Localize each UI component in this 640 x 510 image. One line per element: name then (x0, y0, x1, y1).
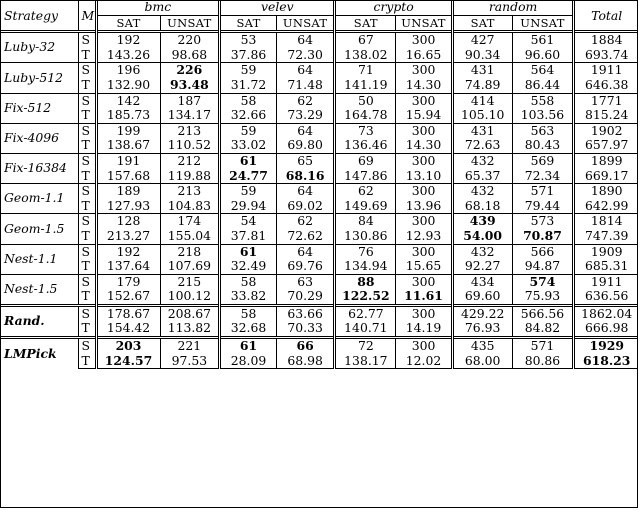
table-cell: 154.42 (96, 321, 160, 337)
table-cell: 86.44 (512, 78, 574, 93)
table-cell: 70.29 (276, 289, 335, 305)
row-flag: S (79, 93, 96, 108)
table-cell: 93.48 (160, 78, 220, 93)
header-total: Total (574, 0, 638, 32)
table-cell: 300 (396, 184, 453, 199)
table-cell: 32.66 (220, 108, 277, 123)
header-group-crypto: crypto (335, 0, 452, 15)
table-cell: 72 (335, 338, 396, 354)
table-cell: 1884 (574, 32, 638, 48)
table-cell: 185.73 (96, 108, 160, 123)
table-cell: 72.63 (452, 138, 512, 153)
table-cell: 72.34 (512, 169, 574, 184)
table-cell: 1902 (574, 123, 638, 138)
table-cell: 155.04 (160, 229, 220, 244)
table-cell: 174 (160, 214, 220, 229)
table-cell: 1899 (574, 153, 638, 168)
table-cell: 119.88 (160, 169, 220, 184)
table-cell: 64 (276, 184, 335, 199)
table-cell: 147.86 (335, 169, 396, 184)
table-cell: 79.44 (512, 199, 574, 214)
table-cell: 70.33 (276, 321, 335, 337)
header-sat: SAT (96, 15, 160, 32)
row-flag: S (79, 244, 96, 259)
table-row (0, 274, 638, 289)
table-cell: 563 (512, 123, 574, 138)
table-cell: 62 (276, 93, 335, 108)
table-cell: 221 (160, 338, 220, 354)
table-cell: 431 (452, 123, 512, 138)
table-cell: 84 (335, 214, 396, 229)
table-row (0, 199, 638, 214)
row-flag: T (79, 289, 96, 305)
table-row (0, 229, 638, 244)
table-cell: 669.17 (574, 169, 638, 184)
table-cell: 37.86 (220, 48, 277, 63)
table-cell: 199 (96, 123, 160, 138)
table-row (0, 338, 638, 354)
table-cell: 63 (276, 274, 335, 289)
table-cell: 88 (335, 274, 396, 289)
table-cell: 68.18 (452, 199, 512, 214)
table-cell: 11.61 (396, 289, 453, 305)
table-cell: 64 (276, 123, 335, 138)
table-cell: 693.74 (574, 48, 638, 63)
table-cell: 300 (396, 338, 453, 354)
strategy-name: Luby-512 (0, 63, 79, 93)
table-row (0, 78, 638, 93)
table-cell: 75.93 (512, 289, 574, 305)
table-cell: 58 (220, 305, 277, 321)
table-cell: 414 (452, 93, 512, 108)
table-cell: 141.19 (335, 78, 396, 93)
table-row (0, 184, 638, 199)
table-cell: 69.60 (452, 289, 512, 305)
table-cell: 69.02 (276, 199, 335, 214)
table-cell: 68.98 (276, 354, 335, 369)
table-cell: 566.56 (512, 305, 574, 321)
table-cell: 138.02 (335, 48, 396, 63)
header-sat: SAT (335, 15, 396, 32)
table-row (0, 259, 638, 274)
table-cell: 68.00 (452, 354, 512, 369)
table-cell: 566 (512, 244, 574, 259)
table-cell: 59 (220, 184, 277, 199)
table-cell: 69 (335, 153, 396, 168)
header-sat: SAT (452, 15, 512, 32)
table-cell: 127.93 (96, 199, 160, 214)
table-row (0, 123, 638, 138)
table-cell: 1911 (574, 274, 638, 289)
table-cell: 62 (276, 214, 335, 229)
table-cell: 64 (276, 32, 335, 48)
table-cell: 685.31 (574, 259, 638, 274)
table-cell: 1909 (574, 244, 638, 259)
table-cell: 73.29 (276, 108, 335, 123)
table-cell: 14.30 (396, 138, 453, 153)
table-cell: 218 (160, 244, 220, 259)
table-cell: 558 (512, 93, 574, 108)
table-cell: 439 (452, 214, 512, 229)
table-cell: 128 (96, 214, 160, 229)
header-group-bmc: bmc (96, 0, 220, 15)
table-cell: 33.82 (220, 289, 277, 305)
table-cell: 137.64 (96, 259, 160, 274)
table-cell: 61 (220, 244, 277, 259)
table-cell: 657.97 (574, 138, 638, 153)
table-cell: 196 (96, 63, 160, 78)
table-cell: 215 (160, 274, 220, 289)
table-cell: 70.87 (512, 229, 574, 244)
table-cell: 96.60 (512, 48, 574, 63)
table-row (0, 244, 638, 259)
row-flag: T (79, 78, 96, 93)
table-cell: 300 (396, 305, 453, 321)
table-cell: 815.24 (574, 108, 638, 123)
table-cell: 189 (96, 184, 160, 199)
row-flag: S (79, 274, 96, 289)
table-cell: 64 (276, 63, 335, 78)
table-cell: 54 (220, 214, 277, 229)
table-row (0, 93, 638, 108)
table-cell: 300 (396, 153, 453, 168)
table-cell: 432 (452, 184, 512, 199)
table-cell: 192 (96, 32, 160, 48)
strategy-name: Fix-4096 (0, 123, 79, 153)
header-unsat: UNSAT (276, 15, 335, 32)
table-cell: 1890 (574, 184, 638, 199)
table-row (0, 214, 638, 229)
row-flag: S (79, 153, 96, 168)
table-cell: 666.98 (574, 321, 638, 337)
table-cell: 1814 (574, 214, 638, 229)
table-cell: 138.67 (96, 138, 160, 153)
header-strategy: Strategy (4, 7, 59, 23)
row-flag: T (79, 48, 96, 63)
table-cell: 66 (276, 338, 335, 354)
table-cell: 14.19 (396, 321, 453, 337)
row-flag: T (79, 354, 96, 369)
row-flag: S (79, 32, 96, 48)
table-cell: 100.12 (160, 289, 220, 305)
table-cell: 103.56 (512, 108, 574, 123)
row-flag: S (79, 184, 96, 199)
table-cell: 300 (396, 214, 453, 229)
table-cell: 164.78 (335, 108, 396, 123)
table-cell: 642.99 (574, 199, 638, 214)
table-cell: 138.17 (335, 354, 396, 369)
table-cell: 646.38 (574, 78, 638, 93)
table-cell: 226 (160, 63, 220, 78)
table-cell: 130.86 (335, 229, 396, 244)
table-row (0, 169, 638, 184)
table-cell: 113.82 (160, 321, 220, 337)
table-cell: 427 (452, 32, 512, 48)
table-cell: 80.43 (512, 138, 574, 153)
table-cell: 62.77 (335, 305, 396, 321)
table-cell: 12.02 (396, 354, 453, 369)
table-cell: 124.57 (96, 354, 160, 369)
table-cell: 92.27 (452, 259, 512, 274)
table-cell: 72.30 (276, 48, 335, 63)
table-row (0, 63, 638, 78)
table-cell: 32.49 (220, 259, 277, 274)
table-cell: 143.26 (96, 48, 160, 63)
row-flag: S (79, 63, 96, 78)
table-cell: 76 (335, 244, 396, 259)
table-cell: 53 (220, 32, 277, 48)
table-cell: 31.72 (220, 78, 277, 93)
table-cell: 203 (96, 338, 160, 354)
header-m-label: M (81, 7, 95, 23)
row-flag: S (79, 214, 96, 229)
row-flag: T (79, 199, 96, 214)
table-cell: 68.16 (276, 169, 335, 184)
strategy-name: Nest-1.5 (0, 274, 79, 305)
table-cell: 140.71 (335, 321, 396, 337)
table-cell: 63.66 (276, 305, 335, 321)
table-cell: 142 (96, 93, 160, 108)
table-cell: 37.81 (220, 229, 277, 244)
row-flag: T (79, 259, 96, 274)
table-cell: 157.68 (96, 169, 160, 184)
table-cell: 573 (512, 214, 574, 229)
table-cell: 71 (335, 63, 396, 78)
table-cell: 50 (335, 93, 396, 108)
row-flag: T (79, 138, 96, 153)
row-flag: T (79, 169, 96, 184)
header-unsat: UNSAT (512, 15, 574, 32)
table-cell: 132.90 (96, 78, 160, 93)
table-cell: 187 (160, 93, 220, 108)
table-cell: 300 (396, 123, 453, 138)
table-cell: 14.30 (396, 78, 453, 93)
table-cell: 58 (220, 274, 277, 289)
table-cell: 134.17 (160, 108, 220, 123)
header-m (79, 0, 96, 32)
table-cell: 12.93 (396, 229, 453, 244)
table-cell: 300 (396, 93, 453, 108)
table-cell: 98.68 (160, 48, 220, 63)
table-cell: 122.52 (335, 289, 396, 305)
table-cell: 59 (220, 63, 277, 78)
header-group-random: random (452, 0, 574, 15)
strategy-name: Luby-32 (0, 32, 79, 63)
table-cell: 28.09 (220, 354, 277, 369)
row-flag: S (79, 123, 96, 138)
table-cell: 434 (452, 274, 512, 289)
table-cell: 62 (335, 184, 396, 199)
table-cell: 105.10 (452, 108, 512, 123)
table-cell: 13.10 (396, 169, 453, 184)
table-cell: 58 (220, 93, 277, 108)
table-cell: 149.69 (335, 199, 396, 214)
table-cell: 65.37 (452, 169, 512, 184)
header-group-velev: velev (220, 0, 335, 15)
table-cell: 1771 (574, 93, 638, 108)
table-cell: 213.27 (96, 229, 160, 244)
table-cell: 94.87 (512, 259, 574, 274)
table-cell: 74.89 (452, 78, 512, 93)
table-cell: 65 (276, 153, 335, 168)
table-cell: 90.34 (452, 48, 512, 63)
table-cell: 561 (512, 32, 574, 48)
table-cell: 67 (335, 32, 396, 48)
table-cell: 432 (452, 244, 512, 259)
table-row (0, 108, 638, 123)
table-cell: 80.86 (512, 354, 574, 369)
table-cell: 69.76 (276, 259, 335, 274)
table-cell: 15.94 (396, 108, 453, 123)
table-cell: 574 (512, 274, 574, 289)
table-cell: 1929 (574, 338, 638, 354)
table-cell: 84.82 (512, 321, 574, 337)
table-cell: 300 (396, 63, 453, 78)
table-row (0, 32, 638, 48)
table-cell: 300 (396, 32, 453, 48)
table-cell: 564 (512, 63, 574, 78)
table-cell: 54.00 (452, 229, 512, 244)
table-cell: 432 (452, 153, 512, 168)
strategy-name: Geom-1.1 (0, 184, 79, 214)
table-cell: 13.96 (396, 199, 453, 214)
table-cell: 431 (452, 63, 512, 78)
table-cell: 179 (96, 274, 160, 289)
table-cell: 300 (396, 244, 453, 259)
row-flag: T (79, 321, 96, 337)
table-cell: 213 (160, 184, 220, 199)
table-cell: 569 (512, 153, 574, 168)
table-cell: 97.53 (160, 354, 220, 369)
table-cell: 61 (220, 338, 277, 354)
table-row (0, 305, 638, 321)
table-cell: 300 (396, 274, 453, 289)
header-unsat: UNSAT (160, 15, 220, 32)
table-cell: 192 (96, 244, 160, 259)
table-cell: 107.69 (160, 259, 220, 274)
table-cell: 73 (335, 123, 396, 138)
table-cell: 178.67 (96, 305, 160, 321)
table-cell: 69.80 (276, 138, 335, 153)
table-cell: 72.62 (276, 229, 335, 244)
table-row (0, 138, 638, 153)
table-cell: 191 (96, 153, 160, 168)
table-cell: 571 (512, 338, 574, 354)
strategy-name: Nest-1.1 (0, 244, 79, 274)
table-cell: 32.68 (220, 321, 277, 337)
table-row (0, 289, 638, 305)
table-cell: 1862.04 (574, 305, 638, 321)
table-row (0, 354, 638, 369)
header-sat: SAT (220, 15, 277, 32)
row-flag: T (79, 229, 96, 244)
table-cell: 104.83 (160, 199, 220, 214)
table-cell: 71.48 (276, 78, 335, 93)
table-cell: 59 (220, 123, 277, 138)
row-flag: T (79, 108, 96, 123)
strategy-name: Fix-512 (0, 93, 79, 123)
table-cell: 110.52 (160, 138, 220, 153)
table-row (0, 48, 638, 63)
row-flag: S (79, 305, 96, 321)
header-row-groups (0, 0, 638, 15)
table-row (0, 153, 638, 168)
table-cell: 1911 (574, 63, 638, 78)
table-cell: 15.65 (396, 259, 453, 274)
table-cell: 136.46 (335, 138, 396, 153)
table-cell: 618.23 (574, 354, 638, 369)
row-flag: S (79, 338, 96, 354)
table-cell: 747.39 (574, 229, 638, 244)
table-cell: 429.22 (452, 305, 512, 321)
table-cell: 16.65 (396, 48, 453, 63)
table-cell: 76.93 (452, 321, 512, 337)
strategy-name: Fix-16384 (0, 153, 79, 183)
table-row (0, 321, 638, 337)
table-cell: 212 (160, 153, 220, 168)
table-cell: 64 (276, 244, 335, 259)
table-cell: 61 (220, 153, 277, 168)
table-cell: 208.67 (160, 305, 220, 321)
strategy-name: LMPick (0, 338, 79, 369)
table-cell: 213 (160, 123, 220, 138)
table-cell: 29.94 (220, 199, 277, 214)
header-row-sub (0, 15, 638, 32)
header-unsat: UNSAT (396, 15, 453, 32)
table-cell: 220 (160, 32, 220, 48)
strategy-name: Geom-1.5 (0, 214, 79, 244)
table-cell: 152.67 (96, 289, 160, 305)
table-cell: 435 (452, 338, 512, 354)
table-cell: 636.56 (574, 289, 638, 305)
table-cell: 33.02 (220, 138, 277, 153)
table-cell: 134.94 (335, 259, 396, 274)
table-cell: 571 (512, 184, 574, 199)
table-cell: 24.77 (220, 169, 277, 184)
strategy-name: Rand. (0, 305, 79, 337)
